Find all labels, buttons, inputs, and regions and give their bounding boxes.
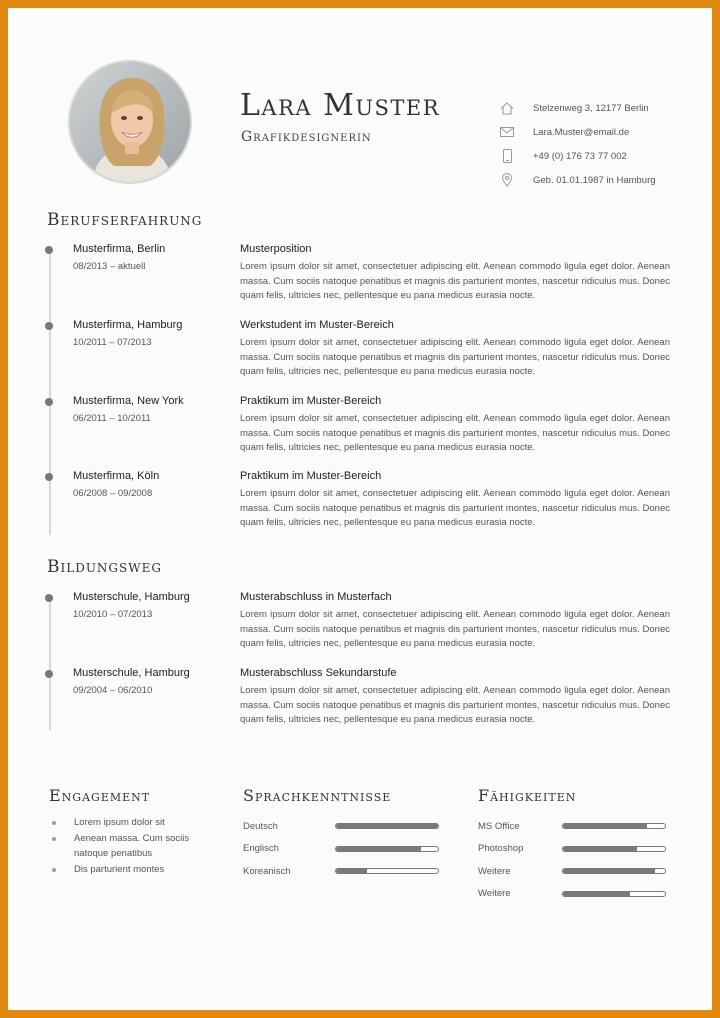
experience-entry [45,243,685,313]
list-item [49,831,209,861]
position-title: Musterposition [240,243,312,255]
languages-heading: Sprachkenntnisse [243,786,392,805]
list-item-text: Lorem ipsum dolor sit [74,817,165,828]
engagement-list [49,815,209,877]
skill-level-bar [562,868,666,874]
timeline-dot [45,473,53,481]
date-range: 06/2008 – 09/2008 [73,488,153,499]
address-text: Stelzenweg 3, 12177 Berlin [533,102,649,114]
phone-icon [498,148,516,164]
language-label: Koreanisch [243,865,291,877]
skills-list [478,815,678,905]
employer: Musterfirma, Berlin [73,243,166,255]
language-level-fill [336,824,438,828]
description: Lorem ipsum dolor sit amet, consectetuer adipiscing elit. Aenean commodo ligula eget dolor. Aenean massa. Cum sociis natoque penatibus et magnis dis parturient montes, nascetur ridiculus mus. Donec quam felis, ultricies nec, pellentesque eu pana medicus eurasia nocte. [240,337,670,377]
skill-level-bar [562,823,666,829]
date-range: 10/2011 – 07/2013 [73,337,152,348]
language-label: Deutsch [243,820,278,832]
description: Lorem ipsum dolor sit amet, consectetuer adipiscing elit. Aenean commodo ligula eget dolor. Aenean massa. Cum sociis natoque penatibus et magnis dis parturient montes, nascetur ridiculus mus. Donec quam felis, ultricies nec, pellentesque eu pana medicus eurasia nocte. [240,609,670,649]
skills-section [478,786,678,905]
description: Lorem ipsum dolor sit amet, consectetuer adipiscing elit. Aenean commodo ligula eget dolor. Aenean massa. Cum sociis natoque penatibus et magnis dis parturient montes, nascetur ridiculus mus. Donec quam felis, ultricies nec, pellentesque eu pana medicus eurasia nocte. [240,488,670,528]
education-heading: Bildungsweg [47,557,162,577]
watermark [36,991,38,997]
engagement-heading: Engagement [49,786,151,805]
timeline-dot [45,246,53,254]
education-entry [45,591,685,661]
school: Musterschule, Hamburg [73,667,190,679]
job-title: Grafikdesignerin [241,129,372,145]
description: Lorem ipsum dolor sit amet, consectetuer adipiscing elit. Aenean commodo ligula eget dolor. Aenean massa. Cum sociis natoque penatibus et magnis dis parturient montes, nascetur ridiculus mus. Donec quam felis, ultricies nec, pellentesque eu pana medicus eurasia nocte. [240,413,670,453]
language-row [243,815,443,838]
list-item-text: Dis parturient montes [74,864,165,875]
skill-row [478,838,678,861]
contact-phone [498,144,688,168]
skill-row [478,860,678,883]
date-range: 10/2010 – 07/2013 [73,609,153,620]
employer: Musterfirma, Köln [73,470,160,482]
location-pin-icon [498,172,516,188]
skills-heading: Fähigkeiten [478,786,577,805]
skill-label: Weitere [478,865,511,877]
experience-entry [45,395,685,465]
description: Lorem ipsum dolor sit amet, consectetuer adipiscing elit. Aenean commodo ligula eget dolor. Aenean massa. Cum sociis natoque penatibus et magnis dis parturient montes, nascetur ridiculus mus. Donec quam felis, ultricies nec, pellentesque eu pana medicus eurasia nocte. [240,261,670,301]
degree-title: Musterabschluss Sekundarstufe [240,667,397,679]
skill-level-fill [563,824,647,828]
description: Lorem ipsum dolor sit amet, consectetuer adipiscing elit. Aenean commodo ligula eget dolor. Aenean massa. Cum sociis natoque penatibus et magnis dis parturient montes, nascetur ridiculus mus. Donec quam felis, ultricies nec, pellentesque eu pana medicus eurasia nocte. [240,685,670,725]
timeline-dot [45,322,53,330]
date-range: 09/2004 – 06/2010 [73,685,153,696]
employer: Musterfirma, Hamburg [73,319,183,331]
language-label: Englisch [243,843,279,855]
experience-entry [45,470,685,540]
timeline-dot [45,594,53,602]
position-title: Praktikum im Muster-Bereich [240,470,382,482]
skill-level-fill [563,869,655,873]
language-level-bar [335,868,439,874]
languages-section [243,786,443,883]
experience-heading: Berufserfahrung [47,210,203,230]
languages-list [243,815,443,883]
contact-email [498,120,688,144]
experience-entry [45,319,685,389]
skill-level-bar [562,891,666,897]
language-level-fill [336,847,421,851]
list-item [49,815,209,830]
bullet-icon [52,837,56,841]
skill-level-bar [562,846,666,852]
language-row [243,860,443,883]
degree-title: Musterabschluss in Musterfach [240,591,392,603]
phone-text: +49 (0) 176 73 77 002 [533,150,627,162]
bullet-icon [52,821,56,825]
portrait-icon [70,62,192,184]
position-title: Praktikum im Muster-Bereich [240,395,382,407]
date-range: 08/2013 – aktuell [73,261,146,272]
skill-label: Weitere [478,888,511,900]
contact-birth [498,168,688,192]
list-item [49,862,209,877]
employer: Musterfirma, New York [73,395,184,407]
timeline-dot [45,670,53,678]
skill-level-fill [563,892,630,896]
skill-label: MS Office [478,820,520,832]
engagement-section [49,786,209,878]
email-text[interactable]: Lara.Muster@email.de [533,126,630,138]
applicant-name: Lara Muster [240,88,441,123]
list-item-text: Aenean massa. Cum sociis natoque penatibus [74,833,190,859]
home-icon [498,100,516,116]
contact-address [498,96,688,120]
birth-text: Geb. 01.01.1987 in Hamburg [533,174,656,186]
language-row [243,838,443,861]
envelope-icon [498,124,516,140]
skill-level-fill [563,847,637,851]
skill-row [478,883,678,906]
skill-label: Photoshop [478,843,524,855]
education-entry [45,667,685,737]
profile-photo [68,60,192,184]
skill-row [478,815,678,838]
date-range: 06/2011 – 10/2011 [73,413,151,424]
language-level-bar [335,823,439,829]
timeline-dot [45,398,53,406]
contact-list [498,96,688,192]
language-level-fill [336,869,367,873]
school: Musterschule, Hamburg [73,591,190,603]
language-level-bar [335,846,439,852]
position-title: Werkstudent im Muster-Bereich [240,319,394,331]
bullet-icon [52,868,56,872]
